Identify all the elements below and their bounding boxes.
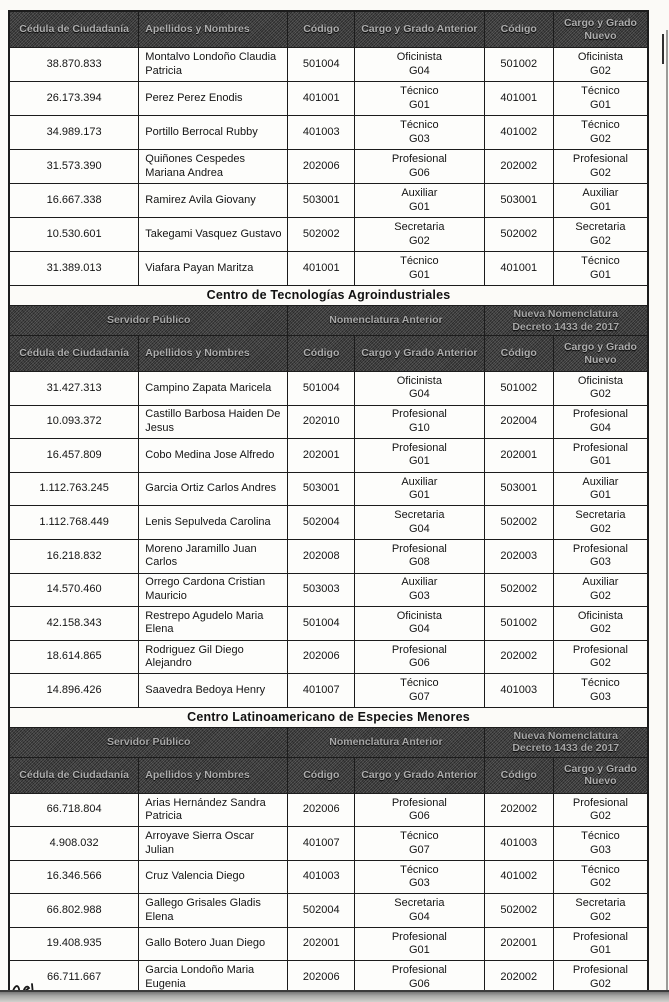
cargo-anterior-cell xyxy=(355,473,484,507)
table-row xyxy=(10,574,647,608)
group-header-nomenclatura-anterior: Nomenclatura Anterior xyxy=(288,306,484,336)
codigo-nuevo-cell: 502002 xyxy=(485,218,554,252)
cedula-cell: 31.573.390 xyxy=(10,150,139,184)
group-header-nueva-line1: Nueva Nomenclatura xyxy=(513,308,618,321)
cargo-anterior-nombre: Profesional xyxy=(391,153,447,166)
nombre-cell: Viafara Payan Maritza xyxy=(139,252,288,286)
cargo-nuevo-nombre: Oficinista xyxy=(577,374,624,387)
cedula-cell: 19.408.935 xyxy=(10,928,139,962)
group-header-nueva-line2: Decreto 1433 de 2017 xyxy=(512,742,620,755)
cargo-anterior-cell xyxy=(355,861,484,895)
cargo-nuevo-nombre: Profesional xyxy=(572,964,628,977)
codigo-anterior-cell: 202006 xyxy=(288,641,355,675)
codigo-nuevo-cell: 401003 xyxy=(485,674,554,708)
codigo-nuevo-cell: 202004 xyxy=(485,406,554,440)
cedula-cell: 16.667.338 xyxy=(10,184,139,218)
cargo-nuevo-nombre: Técnico xyxy=(581,863,620,876)
group-header-nueva-nomenclatura xyxy=(485,728,647,758)
cedula-cell: 1.112.768.449 xyxy=(10,506,139,540)
cargo-nuevo-grado: G01 xyxy=(590,200,611,213)
cargo-anterior-grado: G06 xyxy=(408,657,430,670)
cargo-nuevo-grado: G03 xyxy=(590,556,611,569)
column-header: Cargo y Grado Nuevo xyxy=(554,336,647,372)
cedula-cell: 10.093.372 xyxy=(10,406,139,440)
codigo-nuevo-cell: 202001 xyxy=(485,439,554,473)
nombre-cell: Orrego Cardona Cristian Mauricio xyxy=(139,574,288,608)
cedula-cell: 1.112.763.245 xyxy=(10,473,139,507)
codigo-anterior-cell: 401003 xyxy=(288,861,355,895)
table-row xyxy=(10,674,647,708)
cedula-cell: 18.614.865 xyxy=(10,641,139,675)
cedula-cell: 16.218.832 xyxy=(10,540,139,574)
table-row xyxy=(10,218,647,252)
nombre-cell: Quiñones Cespedes Mariana Andrea xyxy=(139,150,288,184)
cargo-nuevo-cell xyxy=(554,372,647,406)
cargo-anterior-cell xyxy=(355,372,484,406)
cargo-anterior-grado: G03 xyxy=(408,132,430,145)
group-header-nomenclatura-anterior: Nomenclatura Anterior xyxy=(288,728,484,758)
cargo-anterior-cell xyxy=(355,406,484,440)
cargo-anterior-nombre: Auxiliar xyxy=(401,187,438,200)
cedula-cell: 14.896.426 xyxy=(10,674,139,708)
codigo-anterior-cell: 401001 xyxy=(288,252,355,286)
codigo-anterior-cell: 202008 xyxy=(288,540,355,574)
table-row xyxy=(10,406,647,440)
cargo-nuevo-nombre: Técnico xyxy=(581,830,620,843)
nombre-cell: Gallego Grisales Gladis Elena xyxy=(139,894,288,928)
cedula-cell: 66.711.667 xyxy=(10,961,139,995)
cargo-nuevo-cell xyxy=(554,252,647,286)
column-header: Código xyxy=(485,336,554,372)
nombre-cell: Campino Zapata Maricela xyxy=(139,372,288,406)
cargo-anterior-nombre: Secretaria xyxy=(394,509,445,522)
cargo-anterior-grado: G07 xyxy=(408,843,430,856)
cedula-cell: 31.427.313 xyxy=(10,372,139,406)
cargo-nuevo-grado: G02 xyxy=(590,589,611,602)
codigo-anterior-cell: 502004 xyxy=(288,894,355,928)
column-header: Cargo y Grado Nuevo xyxy=(554,758,647,794)
cargo-anterior-cell xyxy=(355,540,484,574)
cedula-cell: 38.870.833 xyxy=(10,48,139,82)
codigo-anterior-cell: 401007 xyxy=(288,674,355,708)
codigo-nuevo-cell: 401002 xyxy=(485,861,554,895)
cargo-nuevo-cell xyxy=(554,473,647,507)
cargo-anterior-grado: G01 xyxy=(408,268,430,281)
column-header: Apellidos y Nombres xyxy=(139,336,288,372)
nombre-cell: Saavedra Bedoya Henry xyxy=(139,674,288,708)
cargo-nuevo-grado: G01 xyxy=(590,268,611,281)
cargo-nuevo-grado: G01 xyxy=(590,944,611,957)
cargo-anterior-grado: G01 xyxy=(408,455,430,468)
nombre-cell: Cobo Medina Jose Alfredo xyxy=(139,439,288,473)
cargo-anterior-cell xyxy=(355,116,484,150)
cargo-anterior-nombre: Auxiliar xyxy=(401,576,438,589)
cargo-anterior-grado: G06 xyxy=(408,166,430,179)
codigo-anterior-cell: 503001 xyxy=(288,184,355,218)
codigo-nuevo-cell: 401003 xyxy=(485,827,554,861)
codigo-nuevo-cell: 401001 xyxy=(485,252,554,286)
column-header-row xyxy=(10,336,647,372)
column-header: Cédula de Ciudadanía xyxy=(10,12,139,48)
cargo-anterior-grado: G04 xyxy=(408,522,430,535)
cargo-anterior-cell xyxy=(355,641,484,675)
codigo-nuevo-cell: 501002 xyxy=(485,48,554,82)
table-row xyxy=(10,540,647,574)
column-header: Código xyxy=(485,12,554,48)
cargo-nuevo-nombre: Técnico xyxy=(581,255,620,268)
codigo-nuevo-cell: 202002 xyxy=(485,794,554,828)
cargo-anterior-grado: G06 xyxy=(408,977,430,990)
codigo-anterior-cell: 501004 xyxy=(288,48,355,82)
cargo-nuevo-cell xyxy=(554,674,647,708)
cedula-cell: 10.530.601 xyxy=(10,218,139,252)
cargo-nuevo-nombre: Técnico xyxy=(581,85,620,98)
cargo-anterior-nombre: Técnico xyxy=(400,863,439,876)
cargo-anterior-nombre: Secretaria xyxy=(394,897,445,910)
codigo-nuevo-cell: 202001 xyxy=(485,928,554,962)
cedula-cell: 26.173.394 xyxy=(10,82,139,116)
cargo-anterior-grado: G01 xyxy=(408,489,430,502)
nombre-cell: Castillo Barbosa Haiden De Jesus xyxy=(139,406,288,440)
cargo-anterior-grado: G08 xyxy=(408,556,430,569)
cargo-anterior-nombre: Secretaria xyxy=(394,221,445,234)
table-row xyxy=(10,861,647,895)
column-header: Apellidos y Nombres xyxy=(139,12,288,48)
column-header-row xyxy=(10,758,647,794)
cargo-anterior-grado: G04 xyxy=(408,910,430,923)
cargo-anterior-grado: G01 xyxy=(408,98,430,111)
cargo-anterior-cell xyxy=(355,218,484,252)
table-row xyxy=(10,827,647,861)
cargo-nuevo-grado: G02 xyxy=(590,132,611,145)
nombre-cell: Lenis Sepulveda Carolina xyxy=(139,506,288,540)
codigo-nuevo-cell: 401002 xyxy=(485,116,554,150)
table-row xyxy=(10,116,647,150)
table-row xyxy=(10,48,647,82)
cargo-anterior-grado: G04 xyxy=(408,623,430,636)
nombre-cell: Garcia Ortiz Carlos Andres xyxy=(139,473,288,507)
cargo-nuevo-grado: G02 xyxy=(590,810,611,823)
nombre-cell: Takegami Vasquez Gustavo xyxy=(139,218,288,252)
cargo-nuevo-nombre: Profesional xyxy=(572,442,628,455)
cargo-anterior-nombre: Profesional xyxy=(391,643,447,656)
cedula-cell: 66.802.988 xyxy=(10,894,139,928)
codigo-nuevo-cell: 401001 xyxy=(485,82,554,116)
nombre-cell: Arroyave Sierra Oscar Julian xyxy=(139,827,288,861)
cargo-nuevo-grado: G03 xyxy=(590,843,611,856)
cargo-anterior-cell xyxy=(355,252,484,286)
codigo-anterior-cell: 401007 xyxy=(288,827,355,861)
scan-edge-dash-artifact xyxy=(662,34,664,64)
codigo-anterior-cell: 202001 xyxy=(288,928,355,962)
cargo-nuevo-grado: G02 xyxy=(590,657,611,670)
cargo-nuevo-grado: G02 xyxy=(590,522,611,535)
group-header-nueva-nomenclatura xyxy=(485,306,647,336)
nombre-cell: Arias Hernández Sandra Patricia xyxy=(139,794,288,828)
cargo-anterior-grado: G07 xyxy=(408,690,430,703)
cargo-nuevo-cell xyxy=(554,439,647,473)
cargo-nuevo-grado: G02 xyxy=(590,64,611,77)
cargo-nuevo-cell xyxy=(554,506,647,540)
table-row xyxy=(10,641,647,675)
cedula-cell: 16.346.566 xyxy=(10,861,139,895)
cargo-anterior-nombre: Técnico xyxy=(400,830,439,843)
column-header-row xyxy=(10,12,647,48)
cargo-anterior-cell xyxy=(355,794,484,828)
group-header-servidor-publico: Servidor Público xyxy=(10,728,288,758)
cargo-nuevo-grado: G02 xyxy=(590,166,611,179)
cargo-nuevo-nombre: Profesional xyxy=(572,930,628,943)
table-row xyxy=(10,150,647,184)
table-row xyxy=(10,928,647,962)
cedula-cell: 31.389.013 xyxy=(10,252,139,286)
table-row xyxy=(10,184,647,218)
cargo-anterior-cell xyxy=(355,48,484,82)
cargo-nuevo-grado: G02 xyxy=(590,877,611,890)
cargo-nuevo-grado: G02 xyxy=(590,623,611,636)
cedula-cell: 34.989.173 xyxy=(10,116,139,150)
codigo-anterior-cell: 501004 xyxy=(288,372,355,406)
cargo-anterior-cell xyxy=(355,150,484,184)
cargo-nuevo-cell xyxy=(554,641,647,675)
cargo-anterior-cell xyxy=(355,574,484,608)
nombre-cell: Ramirez Avila Giovany xyxy=(139,184,288,218)
codigo-anterior-cell: 202010 xyxy=(288,406,355,440)
cedula-cell: 4.908.032 xyxy=(10,827,139,861)
cargo-anterior-cell xyxy=(355,82,484,116)
column-header: Cédula de Ciudadanía xyxy=(10,336,139,372)
cargo-anterior-nombre: Auxiliar xyxy=(401,475,438,488)
cargo-anterior-cell xyxy=(355,928,484,962)
table-row xyxy=(10,473,647,507)
codigo-nuevo-cell: 202002 xyxy=(485,641,554,675)
cargo-nuevo-nombre: Oficinista xyxy=(577,51,624,64)
cedula-cell: 66.718.804 xyxy=(10,794,139,828)
cargo-anterior-nombre: Oficinista xyxy=(396,51,442,64)
column-header: Código xyxy=(288,12,355,48)
cargo-nuevo-nombre: Auxiliar xyxy=(582,187,619,200)
cargo-nuevo-cell xyxy=(554,540,647,574)
codigo-nuevo-cell: 202002 xyxy=(485,150,554,184)
table-row xyxy=(10,252,647,286)
cargo-nuevo-cell xyxy=(554,894,647,928)
codigo-nuevo-cell: 202002 xyxy=(485,961,554,995)
cargo-nuevo-grado: G01 xyxy=(590,98,611,111)
cargo-anterior-cell xyxy=(355,894,484,928)
cargo-nuevo-cell xyxy=(554,574,647,608)
group-header-servidor-publico: Servidor Público xyxy=(10,306,288,336)
cargo-anterior-grado: G01 xyxy=(408,200,430,213)
codigo-nuevo-cell: 501002 xyxy=(485,607,554,641)
nombre-cell: Portillo Berrocal Rubby xyxy=(139,116,288,150)
group-header-nueva-line2: Decreto 1433 de 2017 xyxy=(512,320,620,333)
cargo-nuevo-nombre: Profesional xyxy=(572,542,628,555)
nombre-cell: Restrepo Agudelo Maria Elena xyxy=(139,607,288,641)
cargo-anterior-nombre: Técnico xyxy=(400,119,439,132)
cargo-anterior-cell xyxy=(355,439,484,473)
column-header: Código xyxy=(288,336,355,372)
cargo-anterior-nombre: Técnico xyxy=(400,85,439,98)
codigo-anterior-cell: 503003 xyxy=(288,574,355,608)
codigo-anterior-cell: 401001 xyxy=(288,82,355,116)
cedula-cell: 42.158.343 xyxy=(10,607,139,641)
codigo-anterior-cell: 202006 xyxy=(288,794,355,828)
cargo-nuevo-grado: G02 xyxy=(590,234,611,247)
codigo-nuevo-cell: 502002 xyxy=(485,574,554,608)
cargo-nuevo-cell xyxy=(554,861,647,895)
cargo-anterior-grado: G04 xyxy=(408,388,430,401)
column-header: Cargo y Grado Anterior xyxy=(355,12,484,48)
cargo-nuevo-grado: G03 xyxy=(590,690,611,703)
cargo-nuevo-cell xyxy=(554,794,647,828)
column-header: Apellidos y Nombres xyxy=(139,758,288,794)
nombre-cell: Rodriguez Gil Diego Alejandro xyxy=(139,641,288,675)
cargo-anterior-nombre: Profesional xyxy=(391,542,447,555)
cargo-anterior-grado: G10 xyxy=(408,421,430,434)
cargo-anterior-nombre: Oficinista xyxy=(396,610,442,623)
cargo-nuevo-grado: G02 xyxy=(590,388,611,401)
table-row xyxy=(10,439,647,473)
personnel-nomenclature-table xyxy=(8,10,649,997)
cargo-nuevo-nombre: Profesional xyxy=(572,796,628,809)
column-header: Cargo y Grado Anterior xyxy=(355,758,484,794)
nombre-cell: Gallo Botero Juan Diego xyxy=(139,928,288,962)
cargo-nuevo-cell xyxy=(554,607,647,641)
codigo-nuevo-cell: 503001 xyxy=(485,184,554,218)
nombre-cell: Perez Perez Enodis xyxy=(139,82,288,116)
table-row xyxy=(10,372,647,406)
cargo-anterior-grado: G02 xyxy=(408,234,430,247)
cargo-nuevo-grado: G01 xyxy=(590,455,611,468)
cargo-anterior-cell xyxy=(355,506,484,540)
table-row xyxy=(10,607,647,641)
cargo-nuevo-cell xyxy=(554,218,647,252)
cargo-nuevo-grado: G04 xyxy=(590,421,611,434)
cargo-anterior-cell xyxy=(355,674,484,708)
cargo-nuevo-nombre: Secretaria xyxy=(575,221,626,234)
cargo-nuevo-nombre: Técnico xyxy=(581,119,620,132)
cargo-nuevo-cell xyxy=(554,184,647,218)
codigo-anterior-cell: 401003 xyxy=(288,116,355,150)
codigo-anterior-cell: 202006 xyxy=(288,961,355,995)
section-title: Centro Latinoamericano de Especies Menores xyxy=(10,708,647,728)
cargo-nuevo-nombre: Profesional xyxy=(572,643,628,656)
table-row xyxy=(10,82,647,116)
table-row xyxy=(10,506,647,540)
cargo-nuevo-nombre: Profesional xyxy=(572,408,628,421)
group-header-nueva-line1: Nueva Nomenclatura xyxy=(513,730,618,743)
group-header-row xyxy=(10,306,647,336)
cargo-anterior-nombre: Oficinista xyxy=(396,374,442,387)
cargo-nuevo-nombre: Oficinista xyxy=(577,610,624,623)
cargo-nuevo-grado: G02 xyxy=(590,910,611,923)
cargo-nuevo-cell xyxy=(554,827,647,861)
codigo-nuevo-cell: 501002 xyxy=(485,372,554,406)
nombre-cell: Garcia Londoño Maria Eugenia xyxy=(139,961,288,995)
cargo-nuevo-cell xyxy=(554,48,647,82)
cargo-anterior-grado: G03 xyxy=(408,589,430,602)
cargo-nuevo-cell xyxy=(554,928,647,962)
scan-edge-artifact xyxy=(666,30,668,1002)
column-header: Cargo y Grado Anterior xyxy=(355,336,484,372)
column-header: Cargo y Grado Nuevo xyxy=(554,12,647,48)
cargo-nuevo-nombre: Profesional xyxy=(572,153,628,166)
column-header: Código xyxy=(485,758,554,794)
cedula-cell: 14.570.460 xyxy=(10,574,139,608)
cargo-nuevo-nombre: Auxiliar xyxy=(582,475,619,488)
nombre-cell: Cruz Valencia Diego xyxy=(139,861,288,895)
group-header-row xyxy=(10,728,647,758)
nombre-cell: Montalvo Londoño Claudia Patricia xyxy=(139,48,288,82)
cargo-anterior-cell xyxy=(355,184,484,218)
cargo-anterior-grado: G06 xyxy=(408,810,430,823)
codigo-nuevo-cell: 503001 xyxy=(485,473,554,507)
cargo-anterior-grado: G04 xyxy=(408,64,430,77)
cargo-nuevo-nombre: Técnico xyxy=(581,677,620,690)
cargo-nuevo-cell xyxy=(554,150,647,184)
column-header: Cédula de Ciudadanía xyxy=(10,758,139,794)
column-header: Código xyxy=(288,758,355,794)
nombre-cell: Moreno Jaramillo Juan Carlos xyxy=(139,540,288,574)
cargo-nuevo-nombre: Secretaria xyxy=(575,897,626,910)
section-title: Centro de Tecnologías Agroindustriales xyxy=(10,286,647,306)
codigo-anterior-cell: 502004 xyxy=(288,506,355,540)
codigo-anterior-cell: 501004 xyxy=(288,607,355,641)
cargo-anterior-cell xyxy=(355,607,484,641)
cargo-nuevo-grado: G02 xyxy=(590,977,611,990)
cargo-anterior-nombre: Profesional xyxy=(391,930,447,943)
cedula-cell: 16.457.809 xyxy=(10,439,139,473)
cargo-anterior-grado: G01 xyxy=(408,944,430,957)
cargo-nuevo-grado: G01 xyxy=(590,489,611,502)
cargo-anterior-nombre: Profesional xyxy=(391,796,447,809)
cargo-anterior-grado: G03 xyxy=(408,877,430,890)
cargo-anterior-nombre: Profesional xyxy=(391,964,447,977)
codigo-anterior-cell: 503001 xyxy=(288,473,355,507)
codigo-nuevo-cell: 502002 xyxy=(485,506,554,540)
table-row xyxy=(10,894,647,928)
codigo-nuevo-cell: 502002 xyxy=(485,894,554,928)
cargo-nuevo-cell xyxy=(554,116,647,150)
cargo-anterior-nombre: Técnico xyxy=(400,255,439,268)
cargo-nuevo-cell xyxy=(554,406,647,440)
codigo-anterior-cell: 202001 xyxy=(288,439,355,473)
cargo-nuevo-cell xyxy=(554,82,647,116)
cargo-anterior-nombre: Profesional xyxy=(391,442,447,455)
cargo-nuevo-nombre: Auxiliar xyxy=(582,576,619,589)
scan-bottom-edge xyxy=(0,990,669,1002)
cargo-anterior-nombre: Profesional xyxy=(391,408,447,421)
codigo-anterior-cell: 502002 xyxy=(288,218,355,252)
cargo-anterior-nombre: Técnico xyxy=(400,677,439,690)
cargo-nuevo-nombre: Secretaria xyxy=(575,509,626,522)
codigo-anterior-cell: 202006 xyxy=(288,150,355,184)
table-row xyxy=(10,794,647,828)
codigo-nuevo-cell: 202003 xyxy=(485,540,554,574)
cargo-anterior-cell xyxy=(355,827,484,861)
